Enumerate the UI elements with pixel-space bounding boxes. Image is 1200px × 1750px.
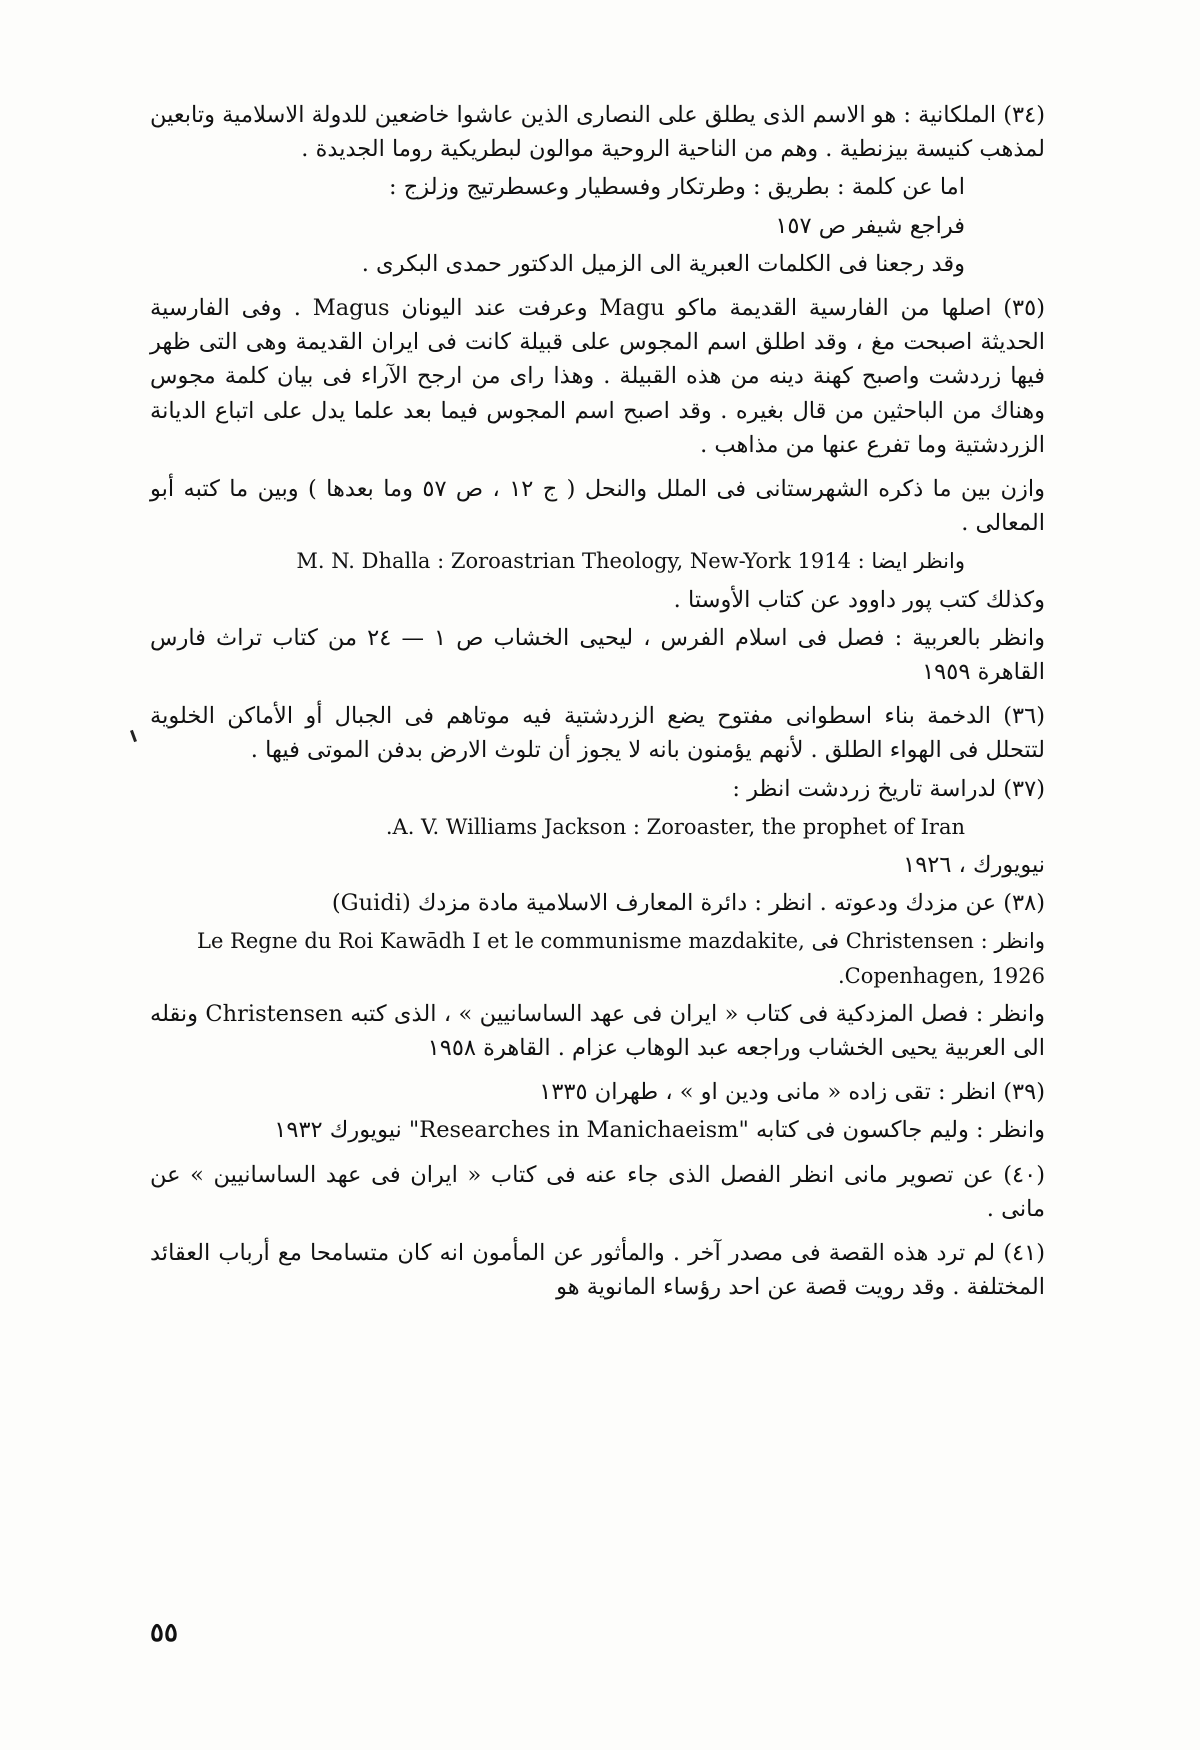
footnote-38: (٣٨) عن مزدك ودعوته . انظر : دائرة المعارف الاسلامية مادة مزدك (Guidi) xyxy=(331,890,1045,917)
footnote-36: (٣٦) الدخمة بناء اسطوانى مفتوح يضع الزردشتية فيه موتاهم فى الجبال أو الأماكن الخلوية لتتحلل فى الهواء الطلق . لأنهم يؤمنون بانه لا يجوز أن تلوث الارض بدفن الموتى فيها . xyxy=(150,703,1045,764)
note-jackson-reference: A. V. Williams Jackson : Zoroaster, the prophet of Iran. xyxy=(385,814,965,839)
note-dhalla-reference: وانظر ايضا : M. N. Dhalla : Zoroastrian Theology, New-York 1914 xyxy=(296,549,965,574)
note-arabic-khashab: وانظر بالعربية : فصل فى اسلام الفرس ، ليحيى الخشاب ص ١ — ٢٤ من كتاب تراث فارس القاهرة ١٩٥٩ xyxy=(150,624,1045,686)
footnote-34: (٣٤) الملكانية : هو الاسم الذى يطلق على النصارى الذين عاشوا خاضعين للدولة الاسلامية وتابعين لمذهب كنيسة بيزنطية . وهم من الناحية الروحية موالون لبطريكية روما الجديدة . xyxy=(150,102,1045,163)
ink-mark xyxy=(130,730,137,742)
footnote-37: (٣٧) لدراسة تاريخ زردشت انظر : xyxy=(732,775,1045,802)
footnote-39: (٣٩) انظر : تقى زاده « مانى ودين او » ، طهران ١٣٣٥ xyxy=(539,1079,1045,1106)
note-shahrastani: وازن بين ما ذكره الشهرستانى فى الملل والنحل ( ج ١٢ ، ص ٥٧ وما بعدها ) وبين ما كتبه أبو المعالى . xyxy=(150,476,1045,537)
footnote-40: (٤٠) عن تصوير مانى انظر الفصل الذى جاء عنه فى كتاب « ايران فى عهد الساسانيين » عن مانى . xyxy=(150,1161,1045,1222)
page-number: ٥٥ xyxy=(150,1618,178,1648)
note-christensen-kawadh: وانظر : Christensen فى Le Regne du Roi Kawādh I et le communisme mazdakite, Copenhagen, 1926. xyxy=(197,929,1045,988)
note-hebrew-words: وقد رجعنا فى الكلمات العبرية الى الزميل الدكتور حمدى البكرى . xyxy=(361,250,965,277)
footnote-35: (٣٥) اصلها من الفارسية القديمة ماكو Magu وعرفت عند اليونان Magus . وفى الفارسية الحديثة اصبحت مغ ، وقد اطلق اسم المجوس على قبيلة كانت فى ايران القديمة وهى التى ظهر فيها زردشت واصبح كهنة دينه من هذه القبيلة . وهذا راى من ارجح الآراء فى بيان كلمة مجوس وهناك من الباحثين من قال بغيره . وقد اصبح اسم المجوس فيما بعد علما يدل على اتباع الديانة الزردشتية وما تفرع عنها من مذاهب . xyxy=(150,295,1045,458)
note-pour-davoud: وكذلك كتب پور داوود عن كتاب الأوستا . xyxy=(673,586,1045,613)
note-jackson-city-year: نيويورك ، ١٩٢٦ xyxy=(903,852,1045,879)
note-williams-jackson-manichaeism: وانظر : وليم جاكسون فى كتابه "Researches in Manichaeism" نيويورك ١٩٣٢ xyxy=(274,1117,1045,1144)
note-schaefer-reference: فراجع شيفر ص ١٥٧ xyxy=(775,212,965,239)
footnote-41: (٤١) لم ترد هذه القصة فى مصدر آخر . والمأثور عن المأمون انه كان متسامحا مع أرباب العقائد المختلفة . وقد رويت قصة عن احد رؤساء المانوية هو xyxy=(150,1240,1045,1301)
note-mazdakism-chapter: وانظر : فصل المزدكية فى كتاب « ايران فى عهد الساسانيين » ، الذى كتبه Christensen ونقله الى العربية يحيى الخشاب وراجعه عبد الوهاب عزام . القاهرة ١٩٥٨ xyxy=(150,1000,1045,1062)
footnotes-text xyxy=(150,98,1045,1309)
note-batriq: اما عن كلمة : بطريق : وطرتكار وفسطيار وعسطرتيج وزلزج : xyxy=(389,174,965,201)
